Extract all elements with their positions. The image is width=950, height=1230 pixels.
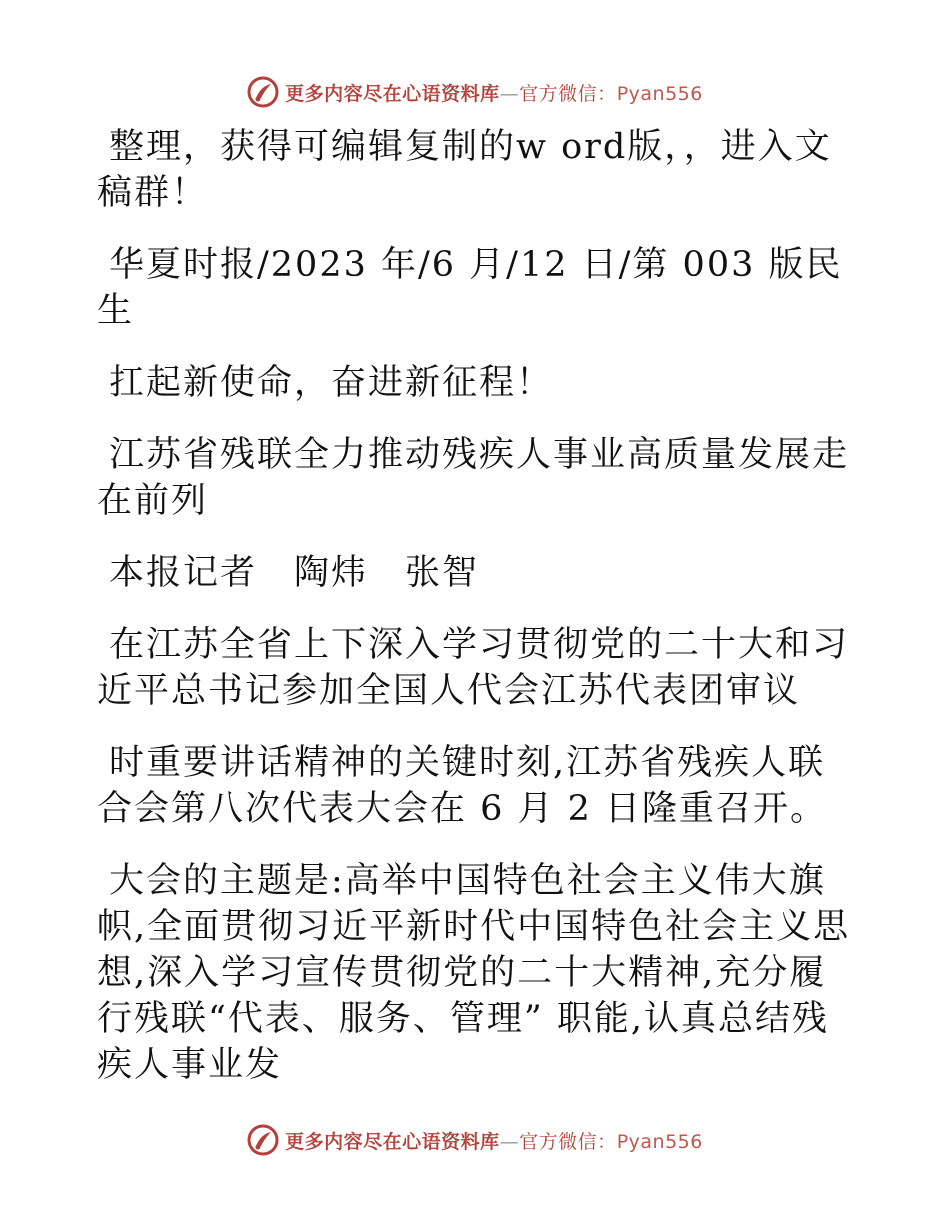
- brush-seal-logo-icon: [247, 1124, 279, 1156]
- watermark-wechat-id: Pyan556: [616, 82, 703, 105]
- watermark-dash: —: [499, 82, 520, 105]
- paragraph-body-3: 大会的主题是:高举中国特色社会主义伟大旗帜,全面贯彻习近平新时代中国特色社会主义思想,深入学习宣传贯彻党的二十大精神,充分履行残联“代表、服务、管理” 职能,认真总结残疾人事业发: [97, 861, 851, 1085]
- watermark-label: 官方微信：: [519, 1130, 617, 1153]
- paragraph-headline: 扛起新使命，奋进新征程！: [109, 363, 554, 403]
- watermark-wechat-id: Pyan556: [616, 1130, 703, 1153]
- brush-seal-logo-icon: [247, 76, 279, 108]
- paragraph-body-1: 在江苏全省上下深入学习贯彻党的二十大和习近平总书记参加全国人代会江苏代表团审议: [97, 625, 850, 711]
- watermark-brand: 更多内容尽在心语资料库: [285, 82, 500, 105]
- watermark-text: [285, 79, 703, 106]
- watermark-dash: —: [499, 1130, 520, 1153]
- watermark-text: [285, 1127, 703, 1154]
- footer-watermark: [0, 1120, 950, 1160]
- article-body: [97, 124, 857, 1114]
- paragraph-body-2: 时重要讲话精神的关键时刻,江苏省残疾人联合会第八次代表大会在 6 月 2 日隆重召开。: [97, 743, 828, 829]
- header-watermark: [0, 72, 950, 112]
- paragraph-subheadline: 江苏省残联全力推动残疾人事业高质量发展走在前列: [97, 435, 850, 521]
- watermark-label: 官方微信：: [519, 82, 617, 105]
- paragraph-byline: 本报记者 陶炜 张智: [109, 553, 480, 593]
- paragraph-source-line: 华夏时报/2023 年/6 月/12 日/第 003 版民生: [97, 245, 843, 331]
- paragraph-intro-note: 整理，获得可编辑复制的w ord版，，进入文稿群！: [97, 127, 832, 213]
- watermark-brand: 更多内容尽在心语资料库: [285, 1130, 500, 1153]
